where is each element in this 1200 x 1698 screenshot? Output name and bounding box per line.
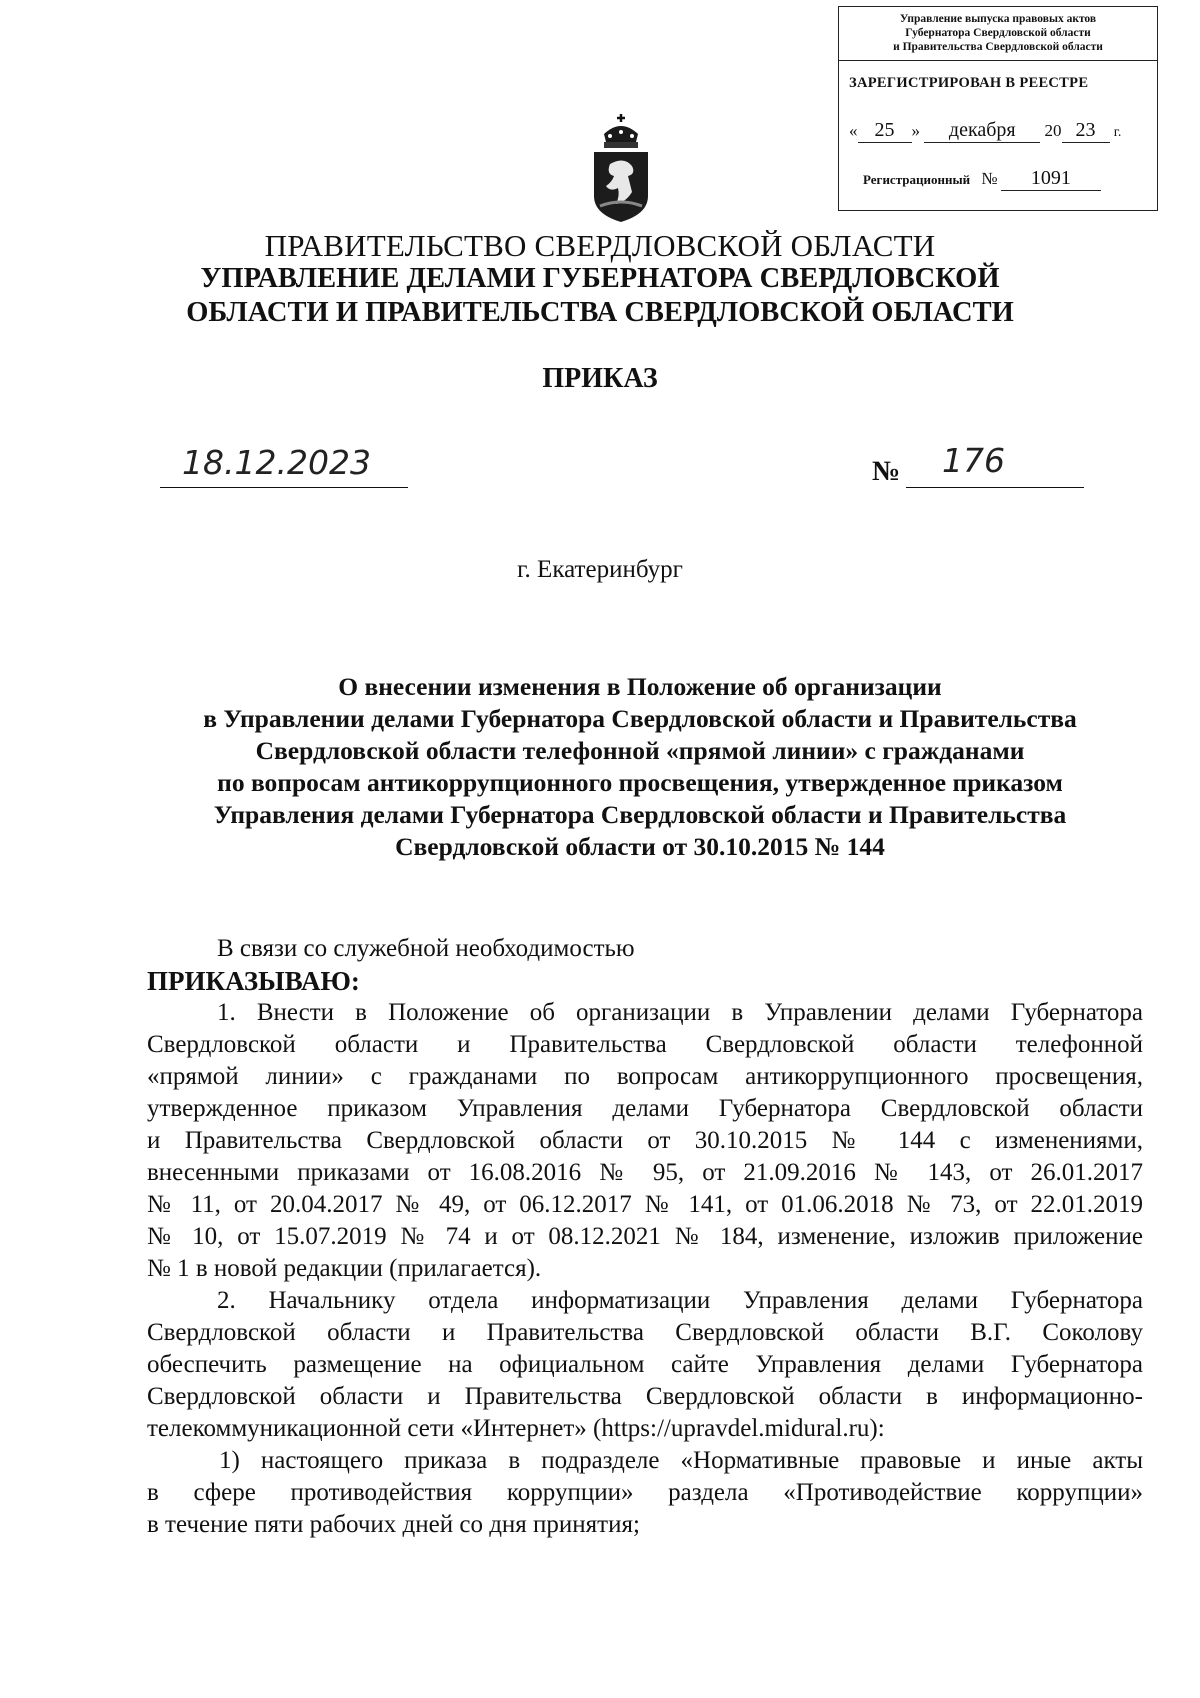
paragraph-3 bbox=[147, 1445, 1143, 1541]
city: г. Екатеринбург bbox=[517, 556, 683, 583]
stamp-date-open-quote: « bbox=[849, 121, 858, 140]
stamp-reg-label: Регистрационный bbox=[863, 172, 971, 187]
paragraph-line: Свердловской области и Правительства Свердловской области телефонной bbox=[147, 1031, 1143, 1058]
paragraph-2 bbox=[147, 1285, 1143, 1445]
paragraph-line: внесенными приказами от 16.08.2016 № 95, от 21.09.2016 № 143, от 26.01.2017 bbox=[147, 1159, 1143, 1186]
stamp-registered-label: ЗАРЕГИСТРИРОВАН В РЕЕСТРЕ bbox=[849, 75, 1089, 91]
paragraph-line: обеспечить размещение на официальном сайте Управления делами Губернатора bbox=[147, 1351, 1143, 1378]
subject-line: в Управлении делами Губернатора Свердловской области и Правительства bbox=[203, 704, 1077, 733]
subject-line: по вопросам антикоррупционного просвещения, утвержденное приказом bbox=[217, 768, 1063, 797]
paragraph-line: Свердловской области и Правительства Свердловской области В.Г. Соколову bbox=[147, 1319, 1143, 1346]
paragraph-line: 1. Внести в Положение об организации в Управлении делами Губернатора bbox=[217, 999, 1143, 1026]
subject-line: Управления делами Губернатора Свердловской области и Правительства bbox=[213, 800, 1067, 829]
paragraph-line: 1) настоящего приказа в подразделе «Нормативные правовые и иные акты bbox=[219, 1447, 1143, 1474]
stamp-date-century: 20 bbox=[1044, 121, 1062, 140]
document-type: ПРИКАЗ bbox=[542, 363, 658, 394]
paragraph-1 bbox=[147, 997, 1143, 1285]
paragraph-line: и Правительства Свердловской области от 30.10.2015 № 144 с изменениями, bbox=[147, 1127, 1143, 1154]
stamp-header-line: Управление выпуска правовых актов bbox=[899, 13, 1097, 25]
order-number-sign: № bbox=[872, 456, 901, 487]
paragraph-line: утвержденное приказом Управления делами Губернатора Свердловской области bbox=[147, 1095, 1143, 1122]
stamp-date-year: 23 bbox=[1062, 119, 1110, 143]
order-date: 18.12.2023 bbox=[160, 440, 408, 488]
order-body bbox=[147, 933, 1143, 1541]
coat-of-arms-icon bbox=[590, 112, 652, 224]
paragraph-line: «прямой линии» с гражданами по вопросам антикоррупционного просвещения, bbox=[147, 1063, 1143, 1090]
crown-icon bbox=[604, 114, 638, 148]
stamp-header-line: Губернатора Свердловской области bbox=[905, 27, 1091, 39]
paragraph-line: № 1 в новой редакции (прилагается). bbox=[147, 1255, 542, 1282]
registry-stamp bbox=[838, 6, 1158, 211]
shield-icon bbox=[594, 152, 648, 222]
department-title-line1: УПРАВЛЕНИЕ ДЕЛАМИ ГУБЕРНАТОРА СВЕРДЛОВСКОЙ bbox=[200, 263, 1000, 294]
department-title-line2: ОБЛАСТИ И ПРАВИТЕЛЬСТВА СВЕРДЛОВСКОЙ ОБЛАСТИ bbox=[186, 297, 1014, 328]
order-word: ПРИКАЗЫВАЮ: bbox=[147, 966, 360, 996]
order-number: 176 bbox=[906, 440, 1084, 488]
paragraph-line: 2. Начальнику отдела информатизации Управления делами Губернатора bbox=[217, 1287, 1143, 1314]
paragraph-line: № 10, от 15.07.2019 № 74 и от 08.12.2021 № 184, изменение, изложив приложение bbox=[147, 1223, 1143, 1250]
paragraph-line: Свердловской области и Правительства Свердловской области в информационно- bbox=[147, 1383, 1143, 1410]
stamp-header-line: и Правительства Свердловской области bbox=[893, 41, 1103, 53]
paragraph-line: в течение пяти рабочих дней со дня принятия; bbox=[147, 1511, 640, 1538]
paragraph-line: телекоммуникационной сети «Интернет» (https://upravdel.midural.ru): bbox=[147, 1415, 885, 1442]
stamp-reg-sign: № bbox=[981, 169, 998, 188]
stamp-date-day: 25 bbox=[858, 119, 912, 143]
stamp-registration bbox=[863, 167, 1101, 191]
subject-line: О внесении изменения в Положение об организации bbox=[338, 672, 942, 701]
government-title: ПРАВИТЕЛЬСТВО СВЕРДЛОВСКОЙ ОБЛАСТИ bbox=[264, 228, 936, 263]
preamble: В связи со служебной необходимостью bbox=[217, 935, 635, 962]
subject-line: Свердловской области от 30.10.2015 № 144 bbox=[395, 832, 885, 861]
stamp-date-close-quote: » bbox=[911, 121, 920, 140]
stamp-date-year-mark: г. bbox=[1113, 125, 1122, 140]
subject-line: Свердловской области телефонной «прямой линии» с гражданами bbox=[255, 736, 1025, 765]
paragraph-line: в сфере противодействия коррупции» раздела «Противодействие коррупции» bbox=[147, 1479, 1143, 1506]
stamp-reg-number: 1091 bbox=[1001, 167, 1101, 191]
stamp-date bbox=[849, 119, 1121, 143]
stamp-date-month: декабря bbox=[924, 119, 1040, 143]
paragraph-line: № 11, от 20.04.2017 № 49, от 06.12.2017 № 141, от 01.06.2018 № 73, от 22.01.2019 bbox=[147, 1191, 1143, 1218]
order-subject bbox=[120, 671, 1160, 863]
stamp-header bbox=[839, 7, 1157, 61]
